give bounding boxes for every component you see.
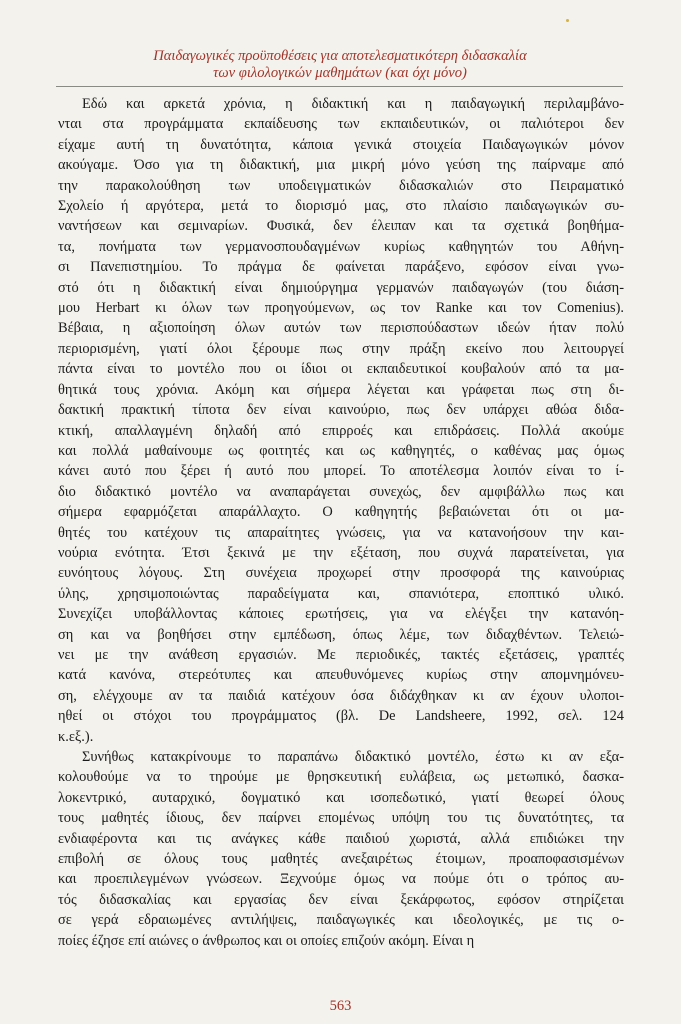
text-line: ση, ελέγχουμε αν τα παιδιά κατέχουν όσα διδάχθηκαν κι αν έχουν υλοποι- — [58, 687, 624, 704]
text-line: ύλης, χρησιμοποιώντας παραδείγματα και, σπανιότερα, εποπτικό υλικό. — [58, 585, 624, 602]
text-line: κάνει αυτό που ξέρει ή αυτό που μπορεί. Το αποτέλεσμα λοιπόν είναι το ί- — [58, 463, 624, 480]
text-line: νται στα προγράμματα εκπαίδευσης των εκπαιδευτικών, οι παλιότεροι δεν — [58, 116, 624, 133]
text-line: περιορισμένη, γιατί όλοι ξέρουμε πως στην πράξη εκείνο που λειτουργεί — [58, 340, 624, 357]
body-text — [58, 94, 624, 951]
text-line: ση και να βοηθήσει στην εμπέδωση, όπως λέμε, των διδαχθέντων. Τελειώ- — [58, 626, 624, 643]
text-line: ευνόητους λόγους. Στη συνέχεια προχωρεί στην προσφορά της καινούριας — [58, 565, 624, 582]
text-line: Συνήθως κατακρίνουμε το παραπάνω διδακτικό μοντέλο, έστω κι αν εξα- — [82, 749, 624, 765]
text-line: ενδιαφέροντα και τις ανάγκες κάθε παιδιού χωριστά, αλλά επιδιώκει την — [58, 830, 624, 847]
text-line: πάντα είναι το μοντέλο που οι ίδιοι οι εκπαιδευτικοί κουβαλούν από τα μα- — [58, 361, 624, 378]
text-line: την παρακολούθηση των υποδειγματικών διδασκαλιών στο Πειραματικό — [58, 177, 624, 194]
text-line: θητές του κατέχουν τις απαραίτητες γνώσεις, για να κατανοήσουν την και- — [58, 524, 624, 541]
text-line: κατά κανόνα, στερεότυπες και απευθυνόμενες κυρίως στην απομνημόνευ- — [58, 667, 624, 684]
running-head-line-2: των φιλολογικών μαθημάτων (και όχι μόνο) — [213, 65, 467, 81]
text-line: τός διδασκαλίας και εργασίας δεν είναι ξεκάρφωτος, εφόσον στηρίζεται — [58, 891, 624, 908]
header-rule — [56, 86, 623, 87]
text-line: και προεπιλεγμένων γνώσεων. Ξεχνούμε όμως να πούμε ότι ο τρόπος αυ- — [58, 871, 624, 888]
text-line: σήμερα εφαρμόζεται απαράλλαχτο. Ο καθηγητής βεβαιώνεται ότι οι μα- — [58, 504, 624, 521]
text-line: και πολλά μαθαίνουμε ως φοιτητές και ως καθηγητές, ο καθένας μας όμως — [58, 442, 624, 459]
text-line: κολουθούμε να το τηρούμε με θρησκευτική ευλάβεια, ως μετωπικό, δασκα- — [58, 769, 624, 786]
text-line: Συνεχίζει υποβάλλοντας κάποιες ερωτήσεις, για να ελέγξει την κατανόη- — [58, 606, 624, 623]
text-line: λοκεντρικό, αυταρχικό, δογματικό και ισοπεδωτικό, γιατί θεωρεί όλους — [58, 789, 624, 806]
text-line: σι Πανεπιστημίου. Το πράγμα δε φαίνεται παράξενο, εφόσον είναι γνω- — [58, 259, 624, 276]
paragraph — [58, 747, 624, 951]
text-line: δακτική πρακτική τίποτα δεν είναι καινούριο, πως δεν υπάρχει αθώα διδα- — [58, 402, 624, 419]
text-line: Εδώ και αρκετά χρόνια, η διδακτική και η παιδαγωγική περιλαμβάνο- — [82, 96, 624, 112]
text-line: ακούγαμε. Όσο για τη διδακτική, μια μικρή μόνο γεύση της παίρναμε από — [58, 157, 624, 174]
running-head-line-1: Παιδαγωγικές προϋποθέσεις για αποτελεσματικότερη διδασκαλία — [153, 48, 527, 64]
text-line: στό ότι η διδακτική είναι δημιούργημα γερμανών παιδαγωγών (του διάση- — [58, 279, 624, 296]
running-head — [60, 48, 620, 82]
text-line: Βέβαια, η αξιοποίηση όλων αυτών των περισπούδαστων ιδεών ήταν πολύ — [58, 320, 624, 337]
text-line: θητικά τους χρόνια. Ακόμη και σήμερα λέγεται και γράφεται πως στη δι- — [58, 381, 624, 398]
text-line: σε γερά εδραιωμένες αντιλήψεις, παιδαγωγικές και ιδεολογικές, με τις ο- — [58, 912, 624, 929]
text-line: κτική, απαλλαγμένη δηλαδή από επιρροές και επιδράσεις. Πολλά ακούμε — [58, 422, 624, 439]
page-number: 563 — [329, 998, 352, 1014]
text-line: ηθεί οι στόχοι του προγράμματος (βλ. De Landsheere, 1992, σελ. 124 — [58, 708, 624, 725]
paper-speck — [566, 19, 569, 22]
text-line: επιβολή σε όλους τους μαθητές ανεξαιρέτως έτοιμων, προαποφασισμένων — [58, 851, 624, 868]
text-line: μου Herbart κι όλων των προηγούμενων, ως τον Ranke και τον Comenius). — [58, 300, 624, 317]
text-line: είχαμε αυτή τη δυνατότητα, κάποια γενικά στοιχεία Παιδαγωγικών μόνον — [58, 136, 624, 153]
text-line: Σχολείο ή αργότερα, μετά το διορισμό μας, στο πλαίσιο παιδαγωγικών συ- — [58, 198, 624, 215]
text-line: ναντήσεων και σεμιναρίων. Φυσικά, δεν έλειπαν και τα σχετικά βοηθήμα- — [58, 218, 624, 235]
text-line: νούρια ενότητα. Έτσι ξεκινά με την εξέταση, που συχνά παρατείνεται, για — [58, 544, 624, 561]
text-line: κ.εξ.). — [58, 728, 94, 745]
text-line: ποίες έζησε επί αιώνες ο άνθρωπος και οι οποίες επιζούν ακόμη. Είναι η — [58, 932, 475, 949]
text-line: τα, πονήματα των γερμανοσπουδαγμένων κυρίως καθηγητών του Αθήνη- — [58, 238, 624, 255]
text-line: τους μαθητές ίδιους, δεν παίρνει επομένως υπόψη του τις δυνατότητες, τα — [58, 810, 624, 827]
text-line: διο διδακτικό μοντέλο να αναπαράγεται συνεχώς, δεν αμφιβάλλω πως και — [58, 483, 624, 500]
paragraph — [58, 94, 624, 747]
text-line: νει με την ανάθεση εργασιών. Με περιοδικές, τακτές εξετάσεις, γραπτές — [58, 646, 624, 663]
